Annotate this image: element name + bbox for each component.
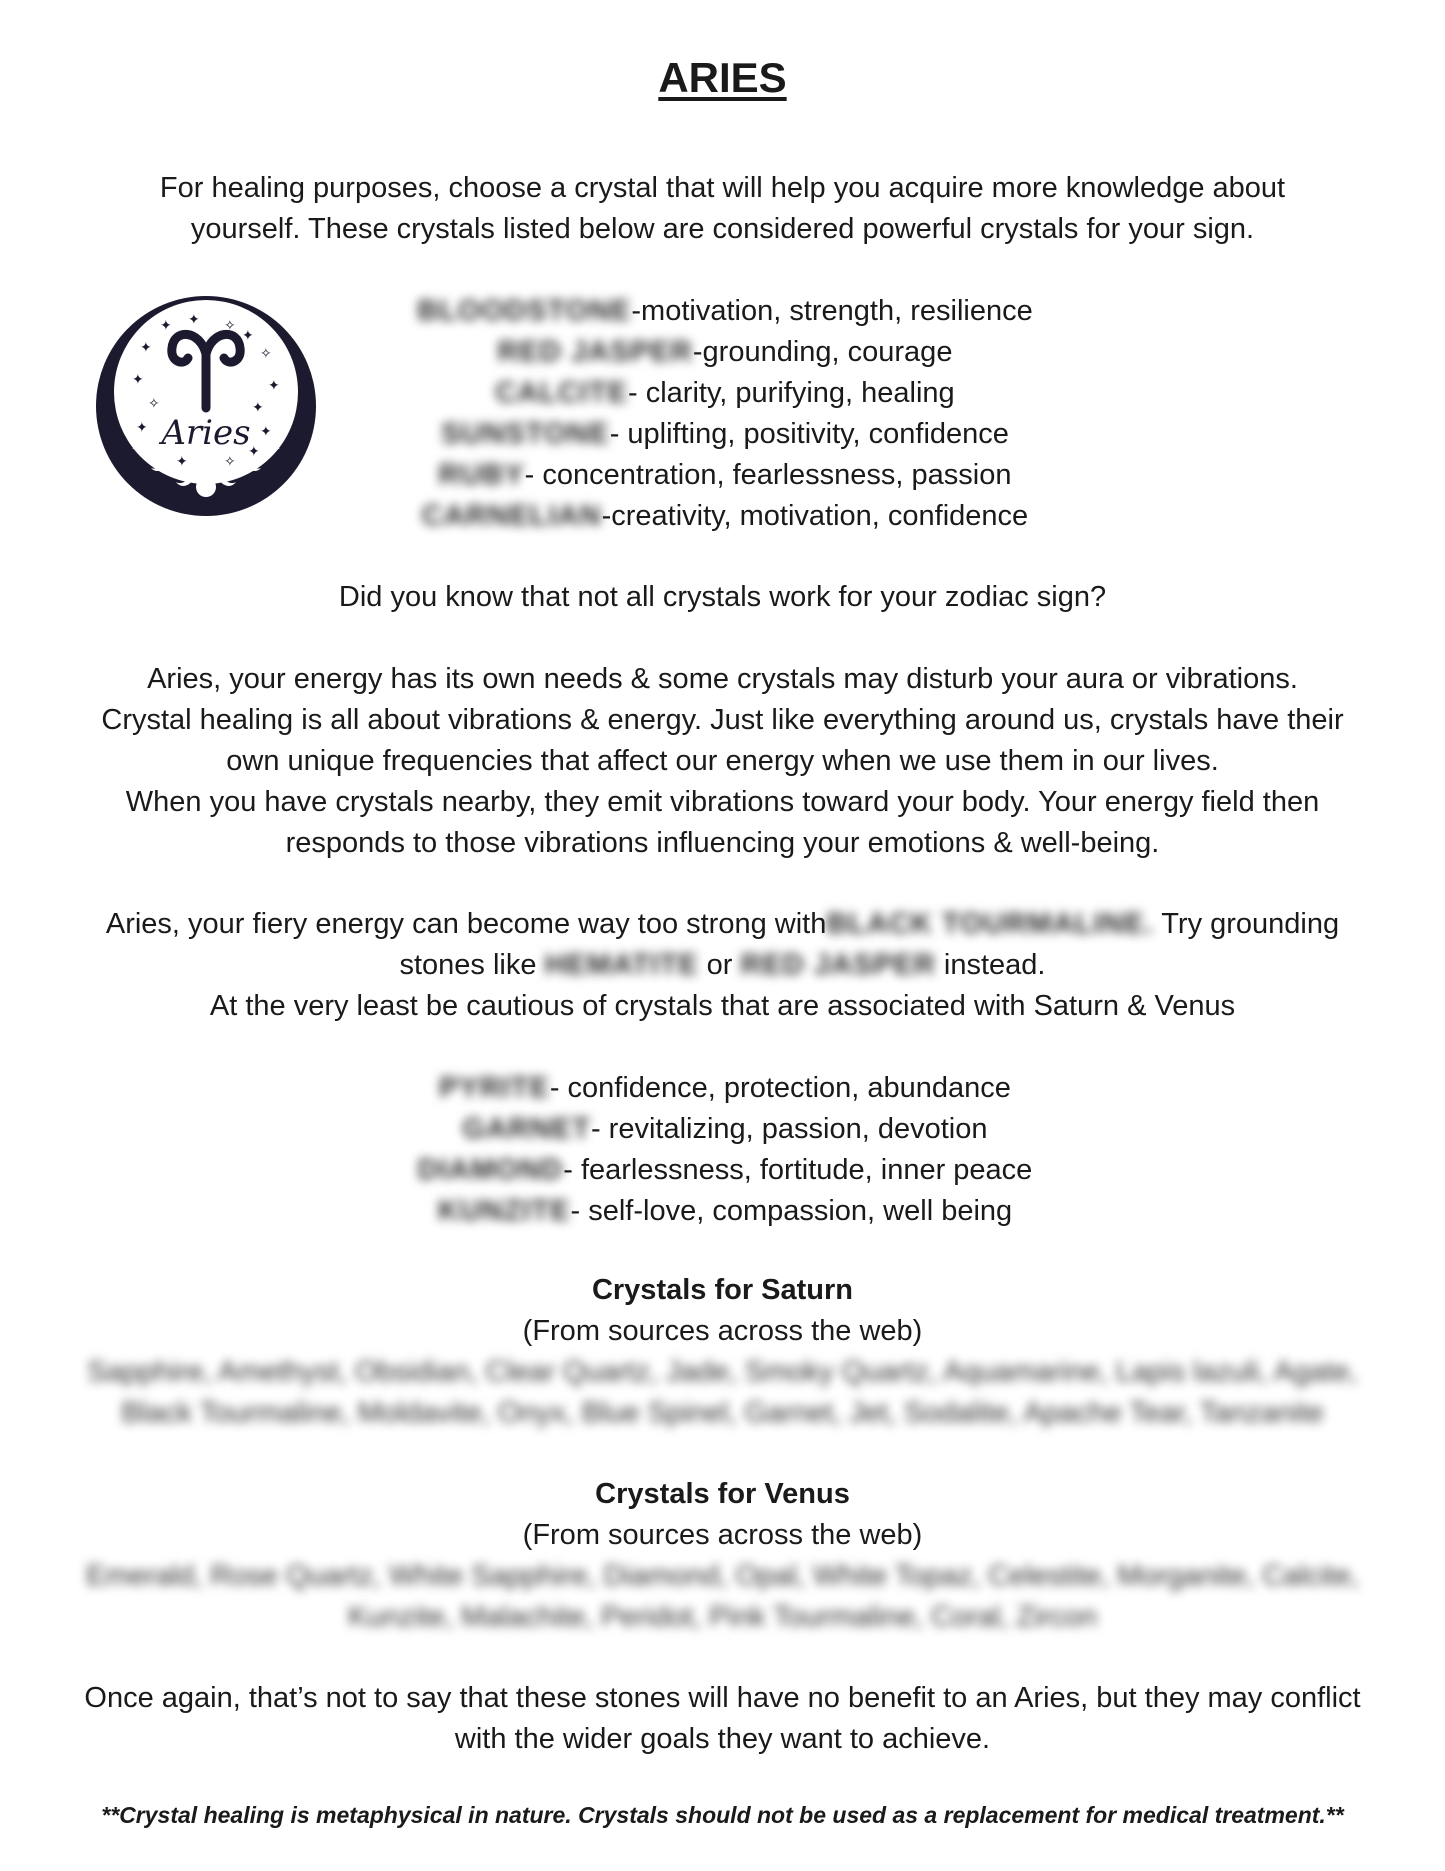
medical-disclaimer: **Crystal healing is metaphysical in nature. Crystals should not be used as a replacement for medical treatment.** [101, 1802, 1344, 1828]
list-item: KUNZITE- self-love, compassion, well being [330, 1191, 1120, 1232]
svg-text:✦: ✦ [260, 424, 272, 440]
crystal-description: confidence, protection, abundance [567, 1072, 1011, 1104]
crystal-name-redacted: BLACK TOURMALINE. [826, 908, 1154, 940]
crystal-description: grounding, courage [702, 336, 953, 368]
paragraph-line: Aries, your fiery energy can become way too strong withBLACK TOURMALINE. Try grounding [50, 904, 1395, 945]
list-item: SUNSTONE- uplifting, positivity, confidence [330, 414, 1120, 455]
crystal-description: revitalizing, passion, devotion [608, 1113, 988, 1145]
intro-line: For healing purposes, choose a crystal that will help you acquire more knowledge about [159, 172, 1286, 204]
section-title: Crystals for Saturn [591, 1274, 854, 1306]
list-item: RUBY- concentration, fearlessness, passion [330, 455, 1120, 496]
paragraph-line: responds to those vibrations influencing your emotions & well-being. [285, 827, 1160, 859]
crystal-name-redacted: RUBY [438, 459, 525, 491]
paragraph-line: When you have crystals nearby, they emit vibrations toward your body. Your energy field then [125, 786, 1320, 818]
svg-text:✦: ✦ [160, 318, 172, 334]
crystal-description: fearlessness, fortitude, inner peace [580, 1154, 1033, 1186]
crystal-list-redacted: Kunzite, Malachite, Peridot, Pink Tourmaline, Coral, Zircon [348, 1601, 1097, 1633]
question-line: Did you know that not all crystals work for your zodiac sign? [338, 581, 1107, 613]
page-title: ARIES [658, 54, 787, 101]
svg-text:✧: ✧ [224, 454, 236, 470]
list-item: CALCITE- clarity, purifying, healing [330, 373, 1120, 414]
crystal-description: motivation, strength, resilience [641, 295, 1033, 327]
crystal-name-redacted: KUNZITE [437, 1195, 571, 1227]
svg-text:✧: ✧ [260, 346, 272, 362]
list-item: CARNELIAN-creativity, motivation, confidence [330, 496, 1120, 537]
crystal-name-redacted: DIAMOND [417, 1154, 564, 1186]
crystal-description: concentration, fearlessness, passion [542, 459, 1012, 491]
paragraph-line: Crystal healing is all about vibrations & energy. Just like everything around us, crystals have their [101, 704, 1344, 736]
paragraph-line: stones like HEMATITE or RED JASPER instead. [50, 945, 1395, 986]
intro-paragraph [50, 168, 1395, 250]
svg-text:✦: ✦ [268, 378, 280, 394]
closing-paragraph [50, 1678, 1395, 1760]
list-item: DIAMOND- fearlessness, fortitude, inner peace [330, 1150, 1120, 1191]
list-item: GARNET- revitalizing, passion, devotion [330, 1109, 1120, 1150]
svg-text:✦: ✦ [188, 312, 200, 328]
svg-text:✦: ✦ [242, 328, 254, 344]
crystal-list-redacted: Black Tourmaline, Moldavite, Onyx, Blue Spinel, Garnet, Jet, Sodalite, Apache Tear, Tanzanite [121, 1397, 1324, 1429]
paragraph-line: At the very least be cautious of crystals that are associated with Saturn & Venus [209, 990, 1236, 1022]
emblem-label: Aries [161, 413, 251, 453]
svg-text:✦: ✦ [132, 372, 144, 388]
crystal-description: creativity, motivation, confidence [611, 500, 1029, 532]
crystal-name-redacted: RED JASPER [740, 949, 936, 981]
venus-section [50, 1474, 1395, 1638]
svg-text:✦: ✦ [252, 400, 264, 416]
saturn-section [50, 1270, 1395, 1434]
intro-line: yourself. These crystals listed below are considered powerful crystals for your sign. [190, 213, 1255, 245]
paragraph-line: with the wider goals they want to achieve. [454, 1723, 991, 1755]
svg-text:✧: ✧ [148, 396, 160, 412]
cautious-crystals-list [330, 1068, 1120, 1232]
svg-text:✦: ✦ [248, 444, 260, 460]
svg-text:✦: ✦ [136, 420, 148, 436]
crystal-description: self-love, compassion, well being [588, 1195, 1013, 1227]
crystal-name-redacted: RED JASPER [497, 336, 693, 368]
crystal-name-redacted: PYRITE [439, 1072, 550, 1104]
crystal-name-redacted: CARNELIAN [421, 500, 602, 532]
svg-text:✦: ✦ [140, 340, 152, 356]
crystal-description: clarity, purifying, healing [645, 377, 955, 409]
crystal-list-redacted: Emerald, Rose Quartz, White Sapphire, Diamond, Opal, White Topaz, Celestite, Morganite, Calcite, [86, 1560, 1359, 1592]
paragraph-line: Aries, your energy has its own needs & some crystals may disturb your aura or vibrations. [147, 663, 1298, 695]
recommended-crystals-list [330, 291, 1120, 537]
section-title: Crystals for Venus [595, 1478, 850, 1510]
crystal-name-redacted: CALCITE [495, 377, 628, 409]
aries-moon-emblem-icon [92, 296, 320, 516]
energy-paragraph [50, 659, 1395, 864]
crystal-name-redacted: HEMATITE [544, 949, 699, 981]
fiery-energy-paragraph [50, 904, 1395, 1027]
paragraph-line: own unique frequencies that affect our energy when we use them in our lives. [226, 745, 1219, 777]
list-item: RED JASPER-grounding, courage [330, 332, 1120, 373]
svg-text:✦: ✦ [176, 454, 188, 470]
crystal-name-redacted: SUNSTONE [441, 418, 610, 450]
paragraph-line: Once again, that’s not to say that these stones will have no benefit to an Aries, but they may conflict [84, 1682, 1361, 1714]
crystal-list-redacted: Sapphire, Amethyst, Obsidian, Clear Quartz, Jade, Smoky Quartz, Aquamarine, Lapis lazuli, Agate, [87, 1356, 1358, 1388]
list-item: PYRITE- confidence, protection, abundance [330, 1068, 1120, 1109]
section-subtitle: (From sources across the web) [522, 1315, 923, 1347]
crystal-description: uplifting, positivity, confidence [627, 418, 1009, 450]
crystal-name-redacted: GARNET [462, 1113, 591, 1145]
list-item: BLOODSTONE-motivation, strength, resilience [330, 291, 1120, 332]
section-subtitle: (From sources across the web) [522, 1519, 923, 1551]
svg-text:✧: ✧ [224, 318, 236, 334]
crystal-name-redacted: BLOODSTONE [417, 295, 632, 327]
